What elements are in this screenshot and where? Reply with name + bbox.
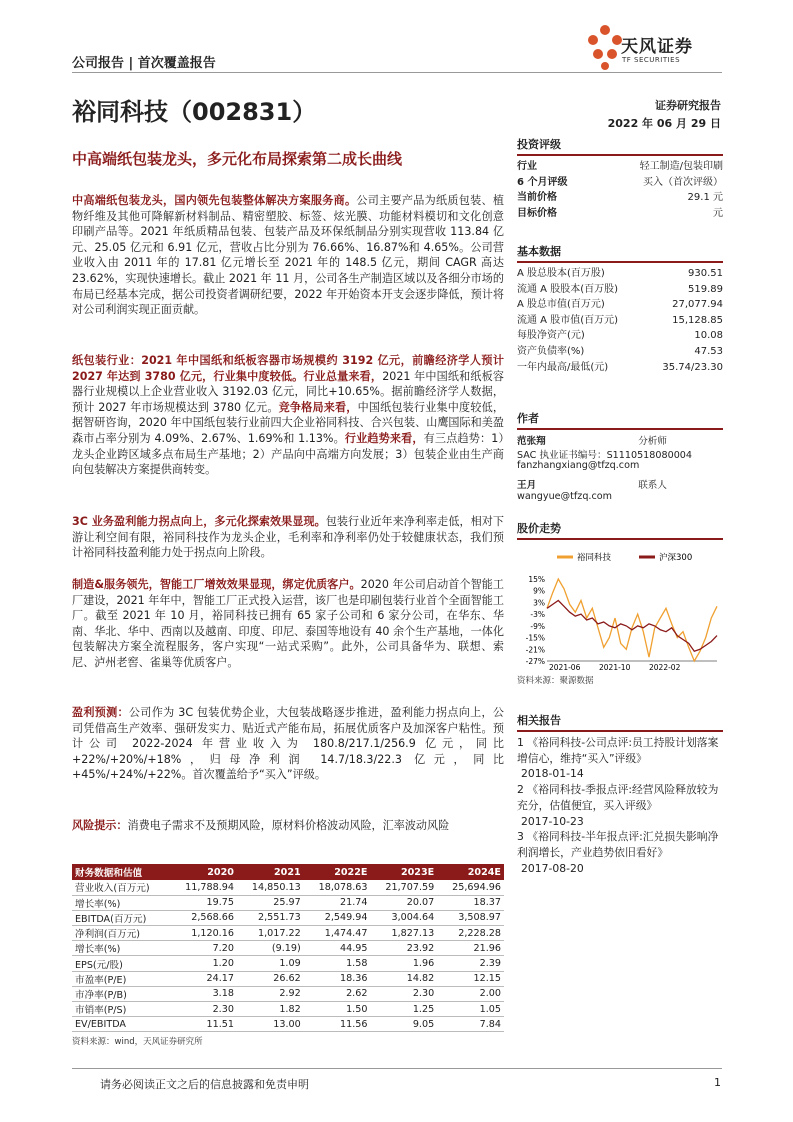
p6-lead: 风险提示：	[72, 819, 128, 832]
x-tick-label: 2021-10	[599, 663, 631, 671]
table-cell: 25,694.96	[437, 880, 504, 895]
table-cell: 44.95	[304, 941, 371, 956]
table-cell: 1,827.13	[370, 926, 437, 941]
financial-table-wrap	[72, 864, 504, 1047]
table-cell: 21.96	[437, 941, 504, 956]
p2-text: 2021 年中国纸和纸板容器行业规模以上企业营业收入 3192.03 亿元，同比+10.65%。据前瞻经济学人数据，预计 2027 年市场规模达到 3780 亿元。	[72, 369, 505, 414]
table-row	[72, 895, 504, 910]
rating-label: 行业	[517, 161, 537, 172]
basic-label: 每股净资产(元)	[517, 330, 585, 342]
y-tick-label: -9%	[530, 621, 545, 631]
table-cell: 13.00	[237, 1017, 304, 1032]
y-tick-label: -15%	[525, 633, 545, 643]
p3-lead: 3C 业务盈利能力拐点向上，多元化探索效果显现。	[72, 515, 326, 528]
basic-row	[517, 313, 723, 329]
table-header-cell: 2024E	[437, 864, 504, 880]
p5-lead: 盈利预测：	[72, 706, 129, 719]
author1-name: 范张翔	[517, 436, 546, 447]
table-cell: 1,017.22	[237, 926, 304, 941]
basic-label: 一年内最高/最低(元)	[517, 361, 609, 373]
rating-value: 29.1 元	[687, 192, 723, 204]
rating-heading: 投资评级	[517, 136, 723, 156]
y-tick-label: -21%	[525, 645, 545, 655]
table-row	[72, 941, 504, 956]
x-tick-label: 2021-06	[549, 663, 581, 671]
table-row	[72, 956, 504, 971]
table-cell: 1,474.47	[304, 926, 371, 941]
table-cell: 26.62	[237, 971, 304, 986]
paragraph-overview	[72, 193, 504, 318]
table-cell: 9.05	[370, 1017, 437, 1032]
table-cell: 2.92	[237, 986, 304, 1001]
table-header-cell: 2022E	[304, 864, 371, 880]
basic-value: 930.51	[688, 268, 723, 279]
price-chart-heading: 股价走势	[517, 520, 723, 540]
table-cell: 11,788.94	[170, 880, 237, 895]
table-header-cell: 财务数据和估值	[72, 864, 170, 880]
table-cell: 1.58	[304, 956, 371, 971]
p3-text: 包装行业近年来净利率走低，相对下游让利空间有限，裕同科技作为龙头企业，毛利率和净利率仍处于较健康状态，我们预计裕同科技盈利能力处于拐点向上阶段。	[72, 515, 504, 560]
rating-panel	[517, 136, 723, 221]
related-heading: 相关报告	[517, 712, 723, 732]
table-cell: 2.00	[437, 986, 504, 1001]
report-date: 2022 年 06 月 29 日	[607, 117, 721, 130]
table-cell: 11.56	[304, 1017, 371, 1032]
y-tick-label: 15%	[528, 575, 545, 584]
table-cell: 1.09	[237, 956, 304, 971]
related-report-date: 2017-08-20	[521, 861, 584, 875]
table-cell: EBITDA(百万元)	[72, 910, 170, 925]
basic-label: A 股总股本(百万股)	[517, 268, 605, 279]
related-report-link[interactable]: 2 《裕同科技-季报点评:经营风险释放较为充分，估值便宜，买入评级》	[517, 783, 719, 812]
basic-row	[517, 282, 723, 298]
logo-english: TF SECURITIES	[622, 56, 681, 64]
rating-label: 6 个月评级	[517, 176, 568, 188]
basic-row	[517, 297, 723, 313]
basic-data-panel	[517, 243, 723, 375]
table-cell: 24.17	[170, 971, 237, 986]
authors-panel	[517, 410, 723, 502]
p1-text: 公司主要产品为纸质包装、植物纤维及其他可降解新材料制品、精密塑胶、标签、炫光膜、功能材料模切和文化创意印刷产品等。2021 年纸质精品包装、包装产品及环保纸制品分别实现营收 113.84 亿元、25.05 亿元和 6.91 亿元，营收占比分别为 76.66%、16.87%和 4.65%。公司营业收入由 2011 年的 17.81 亿元增长至 2021 年的 148.5 亿元，期间 CAGR 高达 23.62%，实现快速增长。截止 2021 年 11 月，公司各生产制造区域以及各细分市场的布局已经基本完成，据公司投资者调研纪要，2022 年开始资本开支会逐步降低，预计将对公司利润实现正面贡献。	[72, 194, 504, 317]
author2-name: 王月	[517, 480, 537, 491]
report-subtitle: 中高端纸包装龙头，多元化布局探索第二成长曲线	[72, 150, 403, 168]
table-cell: 7.20	[170, 941, 237, 956]
table-row	[72, 880, 504, 895]
legend-label: 沪深300	[659, 553, 693, 563]
basic-label: 资产负债率(%)	[517, 345, 585, 357]
table-cell: 增长率(%)	[72, 895, 170, 910]
table-header-cell: 2020	[170, 864, 237, 880]
basic-row	[517, 360, 723, 376]
basic-value: 519.89	[688, 283, 723, 295]
rating-label: 当前价格	[517, 192, 557, 204]
basic-heading: 基本数据	[517, 243, 723, 263]
legend-label: 裕同科技	[577, 553, 612, 563]
y-tick-label: 9%	[533, 586, 545, 596]
basic-row	[517, 328, 723, 344]
author2-email[interactable]: wangyue@tfzq.com	[517, 491, 612, 502]
table-row	[72, 926, 504, 941]
paragraph-manufacturing	[72, 577, 504, 671]
table-cell: 21.74	[304, 895, 371, 910]
table-cell: 1.25	[370, 1002, 437, 1017]
table-cell: 1.20	[170, 956, 237, 971]
p5-text: 公司作为 3C 包装优势企业，大包装战略逐步推进，盈利能力拐点向上，公司凭借高生产效率、强研发实力、贴近式产能布局，拓展优质客户及加深客户粘性。预计公司 2022-2024 年营业收入为 180.8/217.1/256.9 亿元，同比+22%/+20%/+18%，归母净利润 14.7/18.3/22.3 亿元，同比+45%/+24%/+22%。首次覆盖给予“买入”评级。	[72, 706, 504, 782]
table-cell: 2,551.73	[237, 910, 304, 925]
table-cell: 21,707.59	[370, 880, 437, 895]
p2-lead2: 竞争格局来看，	[278, 400, 358, 414]
table-cell: 1.96	[370, 956, 437, 971]
table-cell: 1.05	[437, 1002, 504, 1017]
p4-lead: 制造&服务领先，智能工厂增效效果显现，绑定优质客户。	[72, 578, 361, 591]
rating-value: 元	[713, 207, 723, 219]
table-cell: 14.82	[370, 971, 437, 986]
table-cell: 18.37	[437, 895, 504, 910]
table-cell: 2.39	[437, 956, 504, 971]
table-cell: (9.19)	[237, 941, 304, 956]
rating-row	[517, 206, 723, 222]
basic-value: 10.08	[694, 330, 723, 342]
table-row	[72, 1017, 504, 1032]
table-cell: 18.36	[304, 971, 371, 986]
table-cell: 2.30	[370, 986, 437, 1001]
table-cell: 1.50	[304, 1002, 371, 1017]
basic-row	[517, 266, 723, 282]
table-cell: 2.30	[170, 1002, 237, 1017]
basic-label: 流通 A 股市值(百万元)	[517, 314, 619, 326]
series-line-0	[547, 579, 717, 661]
related-report-date: 2017-10-23	[521, 814, 584, 828]
basic-label: 流通 A 股股本(百万股)	[517, 283, 619, 295]
paragraph-industry	[72, 353, 504, 478]
table-row	[72, 910, 504, 925]
p4-text: 2020 年公司启动首个智能工厂建设，2021 年年中，智能工厂正式投入运营，该厂也是印刷包装行业首个全面智能工厂。截至 2021 年 10 月，裕同科技已拥有 65 家子公司和 6 家分公司，在华东、华南、华北、华中、西南以及越南、印度、印尼、泰国等地设有 40 余个生产基地，一体化包装解决方案全流程服务，客户实现“一站式采购”。此外，公司具备华为、联想、索尼、泸州老窖、雀巢等优质客户。	[72, 578, 504, 669]
p6-text: 消费电子需求不及预期风险，原材料价格波动风险，汇率波动风险	[127, 819, 450, 832]
price-chart-panel	[517, 520, 723, 686]
table-cell: 营业收入(百万元)	[72, 880, 170, 895]
basic-value: 15,128.85	[672, 314, 723, 326]
table-source: 资料来源：wind，天风证券研究所	[72, 1037, 203, 1048]
table-cell: 2,568.66	[170, 910, 237, 925]
basic-row	[517, 344, 723, 360]
basic-value: 27,077.94	[672, 299, 723, 311]
rating-row	[517, 175, 723, 191]
table-cell: 2.62	[304, 986, 371, 1001]
y-tick-label: -27%	[525, 657, 545, 666]
price-chart-source: 资料来源：聚源数据	[517, 676, 594, 686]
related-report-link[interactable]: 1 《裕同科技-公司点评:员工持股计划落案增信心，维持“买入”评级》	[517, 736, 719, 765]
paragraph-forecast	[72, 705, 504, 783]
table-cell: 18,078.63	[304, 880, 371, 895]
basic-value: 47.53	[694, 345, 723, 357]
p2-lead3: 行业趋势来看，	[344, 431, 424, 445]
p1-lead: 中高端纸包装龙头，国内领先包装整体解决方案服务商。	[72, 194, 357, 207]
table-cell: 14,850.13	[237, 880, 304, 895]
rating-value: 买入（首次评级）	[643, 176, 723, 188]
price-chart	[517, 543, 723, 671]
basic-label: A 股总市值(百万元)	[517, 299, 605, 311]
p2-lead: 纸包装行业：2021 年中国纸和纸板容器市场规模约 3192 亿元，前瞻经济学人预计 2027 年达到 3780 亿元，行业集中度较低。行业总量来看，	[72, 354, 504, 383]
table-cell: 19.75	[170, 895, 237, 910]
related-report-date: 2018-01-14	[521, 767, 584, 781]
table-cell: EV/EBITDA	[72, 1017, 170, 1032]
rating-row	[517, 159, 723, 175]
rating-value: 轻工制造/包装印刷	[639, 161, 723, 172]
table-cell: 11.51	[170, 1017, 237, 1032]
table-cell: 3,004.64	[370, 910, 437, 925]
table-cell: 市净率(P/B)	[72, 986, 170, 1001]
table-cell: 2,228.28	[437, 926, 504, 941]
table-cell: 25.97	[237, 895, 304, 910]
financial-table	[72, 864, 504, 1032]
rating-row	[517, 190, 723, 206]
table-cell: 3.18	[170, 986, 237, 1001]
table-cell: 20.07	[370, 895, 437, 910]
basic-value: 35.74/23.30	[662, 361, 723, 373]
table-cell: 7.84	[437, 1017, 504, 1032]
table-cell: 市销率(P/S)	[72, 1002, 170, 1017]
footer-disclaimer: 请务必阅读正文之后的信息披露和免责申明	[100, 1078, 309, 1091]
y-tick-label: -3%	[530, 610, 545, 620]
table-cell: 23.92	[370, 941, 437, 956]
table-cell: 2,549.94	[304, 910, 371, 925]
report-type: 证券研究报告	[655, 99, 721, 112]
table-cell: 12.15	[437, 971, 504, 986]
table-cell: 净利润(百万元)	[72, 926, 170, 941]
paragraph-3c	[72, 514, 504, 561]
author1-cert: SAC 执业证书编号：S1110518080004	[517, 450, 693, 461]
page-number: 1	[714, 1076, 721, 1089]
header-divider	[72, 72, 722, 73]
table-cell: 1.82	[237, 1002, 304, 1017]
table-cell: 3,508.97	[437, 910, 504, 925]
table-header-cell: 2021	[237, 864, 304, 880]
logo-name: 天风证券	[621, 37, 693, 57]
table-cell: 市盈率(P/E)	[72, 971, 170, 986]
y-tick-label: 3%	[533, 598, 545, 608]
table-row	[72, 971, 504, 986]
author1-role: 分析师	[638, 436, 667, 447]
author2-role: 联系人	[638, 480, 667, 491]
table-cell: EPS(元/股)	[72, 956, 170, 971]
p2-text2: 中国纸包装行业集中度较低，据智研咨询，2020 年中国纸包装行业前四大企业裕同科技、合兴包装、山鹰国际和美盈森市占率分别为 4.09%、2.67%、1.69%和 1.13%。	[72, 400, 504, 445]
related-reports-panel	[517, 712, 723, 876]
table-cell: 1,120.16	[170, 926, 237, 941]
table-cell: 增长率(%)	[72, 941, 170, 956]
authors-heading: 作者	[517, 410, 723, 430]
rating-label: 目标价格	[517, 207, 557, 219]
table-row	[72, 986, 504, 1001]
author1-email[interactable]: fanzhangxiang@tfzq.com	[517, 460, 640, 471]
footer-divider	[72, 1068, 722, 1069]
table-header-cell: 2023E	[370, 864, 437, 880]
table-row	[72, 1002, 504, 1017]
x-tick-label: 2022-02	[649, 663, 681, 671]
related-report-link[interactable]: 3 《裕同科技-半年报点评:汇兑损失影响净利润增长，产业趋势依旧看好》	[517, 830, 719, 859]
paragraph-risk	[72, 818, 504, 834]
page-title: 裕同科技（002831）	[72, 98, 317, 126]
report-category: 公司报告 | 首次覆盖报告	[72, 56, 216, 71]
p2-text3: 有三点趋势：1）龙头企业跨区域多点布局生产基地；2）产品向中高端方向发展；3）包装企业由生产商向包装解决方案提供商转变。	[72, 431, 504, 477]
